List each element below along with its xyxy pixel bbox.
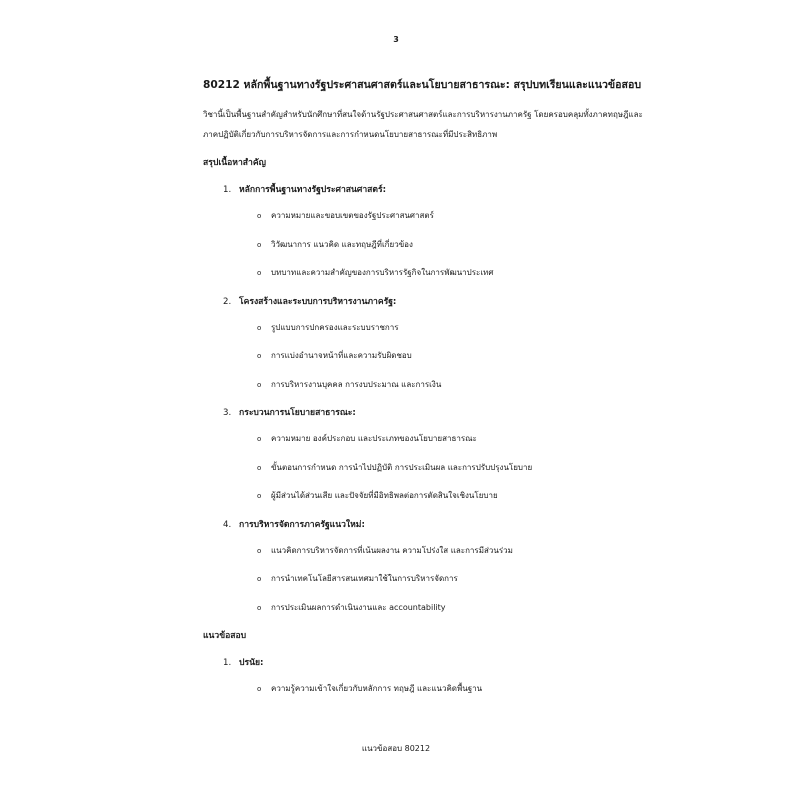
topic-heading xyxy=(203,403,643,423)
topic-title: โครงสร้างและระบบการบริหารงานภาครัฐ: xyxy=(239,296,397,307)
exam_topics-topic xyxy=(203,653,643,699)
summary-topic-list xyxy=(203,180,643,618)
subtopic-item xyxy=(203,318,643,338)
subtopic-item xyxy=(203,458,643,478)
subtopic-text: ความหมายและขอบเขตของรัฐประศาสนศาสตร์ xyxy=(271,211,434,220)
circle-bullet-icon: o xyxy=(257,240,262,249)
subtopic-item xyxy=(203,569,643,589)
topic-heading xyxy=(203,180,643,200)
topic-heading xyxy=(203,515,643,535)
topic-heading xyxy=(203,653,643,673)
topics-topic xyxy=(203,403,643,506)
subtopic-text: การแบ่งอำนาจหน้าที่และความรับผิดชอบ xyxy=(271,351,412,360)
topic-title: กระบวนการนโยบายสาธารณะ: xyxy=(239,408,356,418)
subtopic-text: ขั้นตอนการกำหนด การนำไปปฏิบัติ การประเมินผล และการปรับปรุงนโยบาย xyxy=(271,462,533,472)
subtopic-item xyxy=(203,235,643,255)
subtopic-text: วิวัฒนาการ แนวคิด และทฤษฎีที่เกี่ยวข้อง xyxy=(271,239,413,249)
subtopic-text: การบริหารงานบุคคล การงบประมาณ และการเงิน xyxy=(271,379,442,389)
subtopic-list xyxy=(203,318,643,395)
subtopic-text: การนำเทคโนโลยีสารสนเทศมาใช้ในการบริหารจัดการ xyxy=(271,574,458,583)
subtopic-text: ความรู้ความเข้าใจเกี่ยวกับหลักการ ทฤษฎี และแนวคิดพื้นฐาน xyxy=(271,684,483,693)
subtopic-list xyxy=(203,679,643,699)
page-number: 3 xyxy=(393,35,399,44)
topic-number: 2. xyxy=(223,296,232,307)
subtopic-list xyxy=(203,541,643,618)
subtopic-list xyxy=(203,429,643,506)
subtopic-text: รูปแบบการปกครองและระบบราชการ xyxy=(271,322,399,332)
circle-bullet-icon: o xyxy=(257,352,262,360)
page-footer: แนวข้อสอบ 80212 xyxy=(361,744,431,753)
subtopic-text: การประเมินผลการดำเนินงานและ accountability xyxy=(271,602,446,612)
topics-topic xyxy=(203,180,643,283)
exam-heading: แนวข้อสอบ xyxy=(203,631,247,641)
summary-heading: สรุปเนื้อหาสำคัญ xyxy=(203,158,266,168)
subtopic-list xyxy=(203,206,643,283)
circle-bullet-icon: o xyxy=(257,492,262,500)
circle-bullet-icon: o xyxy=(257,435,262,443)
subtopic-text: ผู้มีส่วนได้ส่วนเสีย และปัจจัยที่มีอิทธิพลต่อการตัดสินใจเชิงนโยบาย xyxy=(271,491,498,500)
topics-topic xyxy=(203,515,643,618)
topic-number: 4. xyxy=(223,519,232,530)
subtopic-item xyxy=(203,263,643,283)
circle-bullet-icon: o xyxy=(257,463,262,472)
subtopic-text: ความหมาย องค์ประกอบ และประเภทของนโยบายสาธารณะ xyxy=(271,434,477,443)
subtopic-item xyxy=(203,598,643,618)
topic-title: ปรนัย: xyxy=(239,658,264,668)
topic-heading xyxy=(203,292,643,312)
subtopic-text: แนวคิดการบริหารจัดการที่เน้นผลงาน ความโปร่งใส และการมีส่วนร่วม xyxy=(271,545,513,555)
circle-bullet-icon: o xyxy=(257,269,262,277)
subtopic-item xyxy=(203,375,643,395)
topic-title: หลักการพื้นฐานทางรัฐประศาสนศาสตร์: xyxy=(239,185,387,195)
circle-bullet-icon: o xyxy=(257,603,262,612)
circle-bullet-icon: o xyxy=(257,323,262,332)
circle-bullet-icon: o xyxy=(257,685,262,693)
subtopic-item xyxy=(203,541,643,561)
subtopic-item xyxy=(203,346,643,366)
topic-title: การบริหารจัดการภาครัฐแนวใหม่: xyxy=(239,519,365,530)
circle-bullet-icon: o xyxy=(257,575,262,583)
exam-topic-list xyxy=(203,653,643,699)
circle-bullet-icon: o xyxy=(257,380,262,389)
subtopic-text: บทบาทและความสำคัญของการบริหารรัฐกิจในการพัฒนาประเทศ xyxy=(271,268,494,277)
topics-topic xyxy=(203,292,643,395)
topic-number: 1. xyxy=(223,185,232,195)
topic-number: 1. xyxy=(223,658,232,668)
topic-number: 3. xyxy=(223,408,232,418)
circle-bullet-icon: o xyxy=(257,212,262,220)
circle-bullet-icon: o xyxy=(257,546,262,555)
subtopic-item xyxy=(203,486,643,506)
document-body xyxy=(203,75,643,708)
subtopic-item xyxy=(203,206,643,226)
intro-paragraph: วิชานี้เป็นพื้นฐานสำคัญสำหรับนักศึกษาที่สนใจด้านรัฐประศาสนศาสตร์และการบริหารงานภาครัฐ โดยครอบคลุมทั้งภาคทฤษฎีและภาคปฏิบัติเกี่ยวกับการบริหารจัดการและการกำหนดนโยบายสาธารณะที่มีประสิทธิภาพ xyxy=(203,110,643,139)
subtopic-item xyxy=(203,679,643,699)
subtopic-item xyxy=(203,429,643,449)
document-title: 80212 หลักพื้นฐานทางรัฐประศาสนศาสตร์และนโยบายสาธารณะ: สรุปบทเรียนและแนวข้อสอบ xyxy=(203,79,642,91)
